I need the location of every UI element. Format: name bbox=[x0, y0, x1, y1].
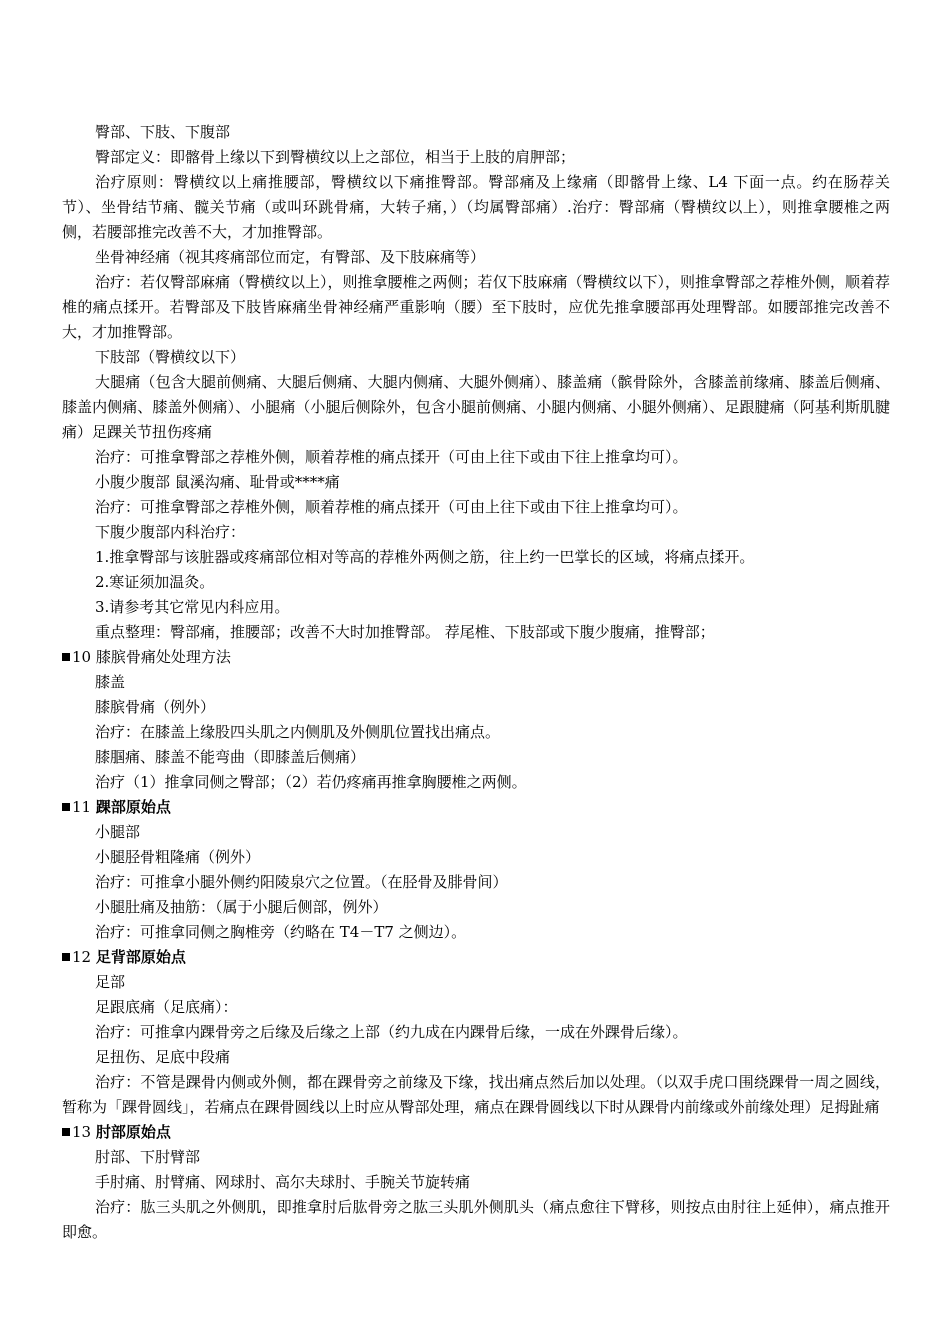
document-page bbox=[62, 120, 890, 1245]
section-line: 治疗：不管是踝骨内侧或外侧，都在踝骨旁之前缘及下缘，找出痛点然后加以处理。（以双手虎口围绕踝骨一周之圆线，暂称为「踝骨圆线」，若痛点在踝骨圆线以上时应从臀部处理，痛点在踝骨圆线以下时从踝骨内前缘或外前缘处理）足拇趾痛 bbox=[62, 1073, 890, 1116]
section-title: 足背部原始点 bbox=[95, 948, 186, 966]
paragraph: 重点整理：臀部痛，推腰部；改善不大时加推臀部。 荐尾椎、下肢部或下腹少腹痛，推臀部； bbox=[95, 623, 715, 641]
paragraph: 治疗：若仅臀部麻痛（臀横纹以上），则推拿腰椎之两侧；若仅下肢麻痛（臀横纹以下），则推拿臀部之荐椎外侧，顺着荐椎的痛点揉开。若臀部及下肢皆麻痛坐骨神经痛严重影响（腰）至下肢时，应优先推拿腰部再处理臀部。如腰部推完改善不大，才加推臀部。 bbox=[62, 273, 891, 341]
section-line: 足扭伤、足底中段痛 bbox=[95, 1048, 231, 1066]
section-line: 膝膑骨痛（例外） bbox=[95, 698, 216, 716]
section-line: 小腿胫骨粗隆痛（例外） bbox=[95, 848, 261, 866]
section-heading bbox=[62, 945, 890, 970]
paragraph: 大腿痛（包含大腿前侧痛、大腿后侧痛、大腿内侧痛、大腿外侧痛）、膝盖痛（髌骨除外，含膝盖前缘痛、膝盖后侧痛、膝盖内侧痛、膝盖外侧痛）、小腿痛（小腿后侧除外，包含小腿前侧痛、小腿内侧痛、小腿外侧痛）、足跟腱痛（阿基利斯肌腱痛）足踝关节扭伤疼痛 bbox=[62, 373, 890, 441]
paragraph: 下腹少腹部内科治疗： bbox=[95, 523, 246, 541]
section-title: 踝部原始点 bbox=[95, 798, 171, 816]
section-heading bbox=[62, 795, 890, 820]
section-line: 治疗：肱三头肌之外侧肌，即推拿肘后肱骨旁之肱三头肌外侧肌头（痛点愈往下臂移，则按点由肘往上延伸），痛点推开即愈。 bbox=[62, 1198, 890, 1241]
paragraph: 下肢部（臀横纹以下） bbox=[95, 348, 246, 366]
section-heading bbox=[62, 1120, 890, 1145]
section-line: 膝盖 bbox=[95, 673, 126, 691]
paragraph: 3.请参考其它常见内科应用。 bbox=[95, 598, 290, 616]
square-bullet-icon bbox=[62, 803, 70, 811]
square-bullet-icon bbox=[62, 1128, 70, 1136]
paragraph: 2.寒证须加温灸。 bbox=[95, 573, 215, 591]
section-number: 10 bbox=[72, 648, 92, 666]
section-line: 治疗：可推拿内踝骨旁之后缘及后缘之上部（约九成在内踝骨后缘，一成在外踝骨后缘）。 bbox=[95, 1023, 688, 1041]
paragraph: 坐骨神经痛（视其疼痛部位而定，有臀部、及下肢麻痛等） bbox=[95, 248, 486, 266]
paragraph: 臀部定义：即髂骨上缘以下到臀横纹以上之部位，相当于上肢的肩胛部； bbox=[95, 148, 576, 166]
paragraph: 小腹少腹部 鼠溪沟痛、耻骨或****痛 bbox=[95, 473, 340, 491]
section-line: 治疗：可推拿小腿外侧约阳陵泉穴之位置。（在胫骨及腓骨间） bbox=[95, 873, 508, 891]
section-number: 13 bbox=[72, 1123, 92, 1141]
section-line: 足跟底痛（足底痛）： bbox=[95, 998, 238, 1016]
section-line: 肘部、下肘臂部 bbox=[95, 1148, 201, 1166]
paragraph: 治疗：可推拿臀部之荐椎外侧，顺着荐椎的痛点揉开（可由上往下或由下往上推拿均可）。 bbox=[95, 498, 688, 516]
section-line: 治疗：可推拿同侧之胸椎旁（约略在 T4－T7 之侧边）。 bbox=[95, 923, 467, 941]
section-number: 12 bbox=[72, 948, 92, 966]
section-title: 膝膑骨痛处处理方法 bbox=[95, 648, 231, 666]
section-line: 治疗：在膝盖上缘股四头肌之内侧肌及外侧肌位置找出痛点。 bbox=[95, 723, 501, 741]
paragraph: 治疗：可推拿臀部之荐椎外侧，顺着荐椎的痛点揉开（可由上往下或由下往上推拿均可）。 bbox=[95, 448, 688, 466]
paragraph: 臀部、下肢、下腹部 bbox=[95, 123, 231, 141]
section-heading bbox=[62, 645, 890, 670]
section-title: 肘部原始点 bbox=[95, 1123, 171, 1141]
square-bullet-icon bbox=[62, 953, 70, 961]
section-line: 手肘痛、肘臂痛、网球肘、高尔夫球肘、手腕关节旋转痛 bbox=[95, 1173, 471, 1191]
paragraph: 治疗原则：臀横纹以上痛推腰部，臀横纹以下痛推臀部。臀部痛及上缘痛（即髂骨上缘、L4 下面一点。约在肠荐关节）、坐骨结节痛、髋关节痛（或叫环跳骨痛，大转子痛，）（均属臀部痛）.治疗：臀部痛（臀横纹以上），则推拿腰椎之两侧，若腰部推完改善不大，才加推臀部。 bbox=[62, 173, 890, 241]
section-number: 11 bbox=[72, 798, 92, 816]
section-line: 治疗（1）推拿同侧之臀部；（2）若仍疼痛再推拿胸腰椎之两侧。 bbox=[95, 773, 527, 791]
section-line: 足部 bbox=[95, 973, 126, 991]
section-line: 小腿肚痛及抽筋：（属于小腿后侧部，例外） bbox=[95, 898, 388, 916]
square-bullet-icon bbox=[62, 653, 70, 661]
section-line: 小腿部 bbox=[95, 823, 141, 841]
paragraph: 1.推拿臀部与该脏器或疼痛部位相对等高的荐椎外两侧之筋，往上约一巴掌长的区域，将痛点揉开。 bbox=[95, 548, 755, 566]
section-line: 膝腘痛、膝盖不能弯曲（即膝盖后侧痛） bbox=[95, 748, 366, 766]
